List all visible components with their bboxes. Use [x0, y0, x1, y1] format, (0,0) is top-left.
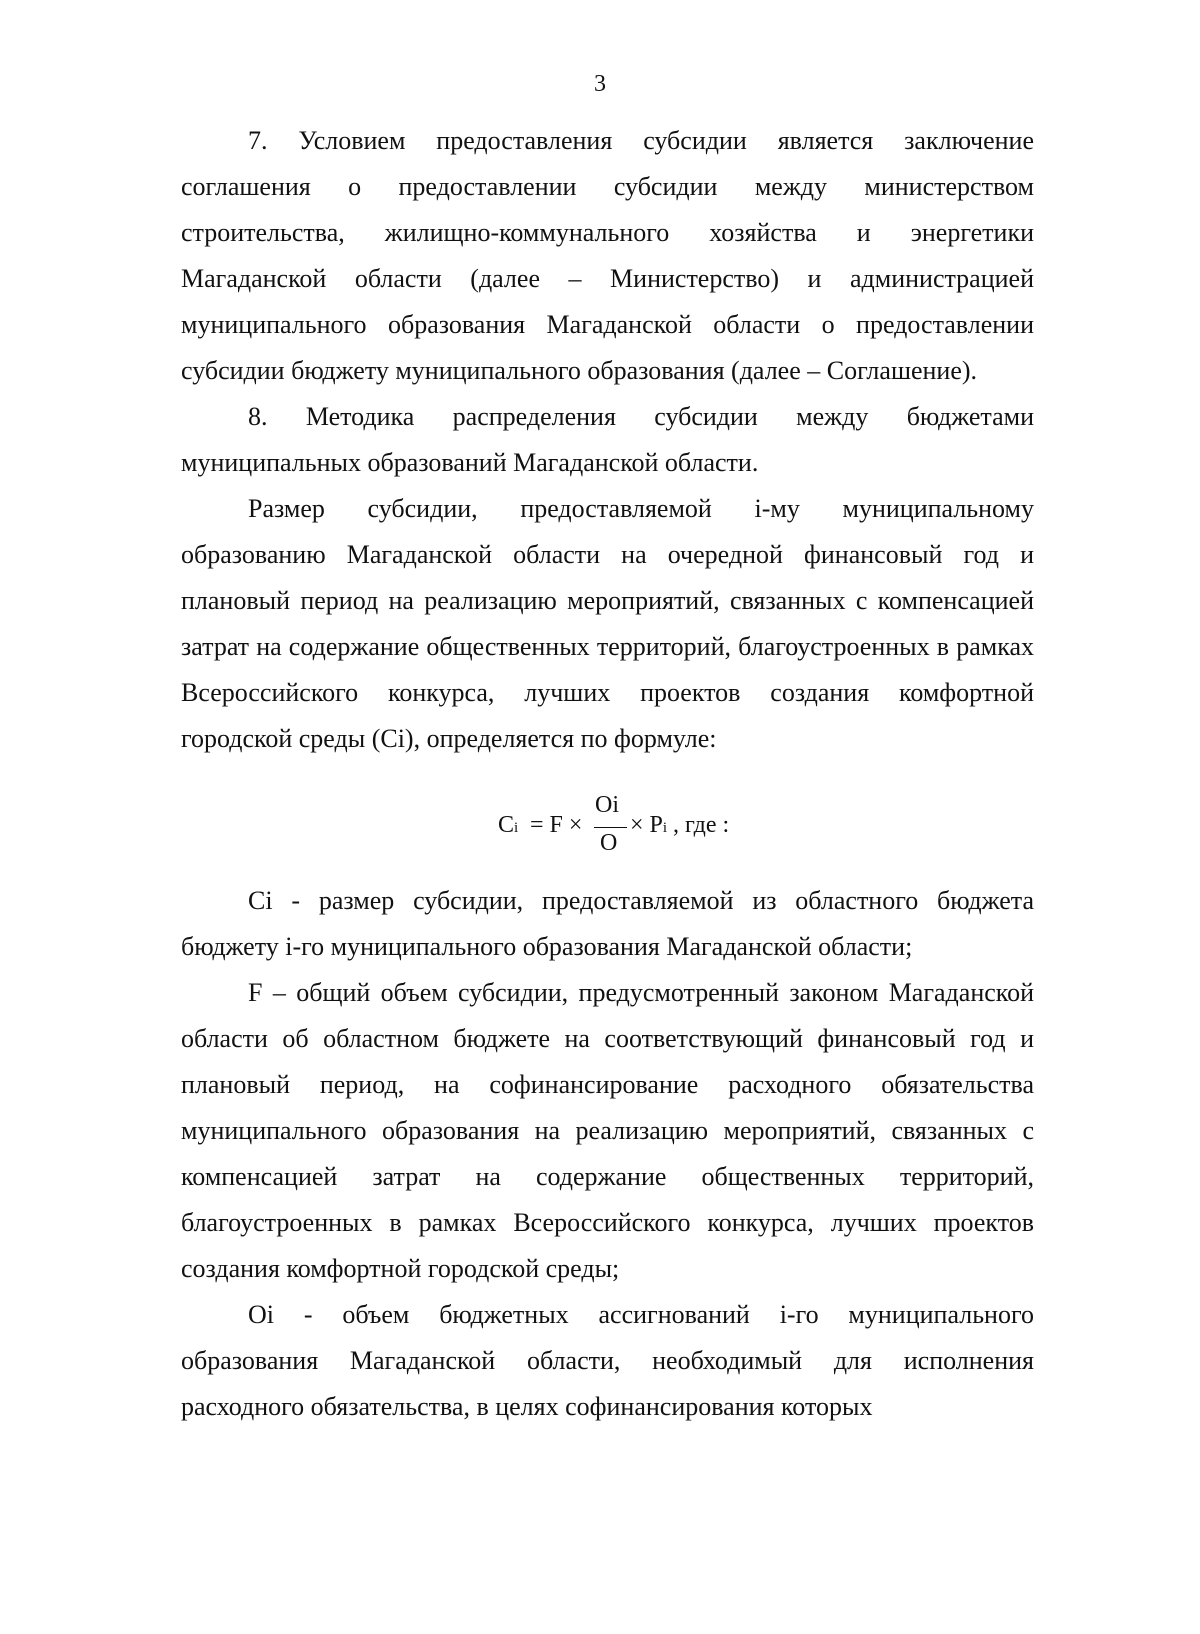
definition-oi: Oi - объем бюджетных ассигнований i-го муниципального образования Магаданской области, необходимый для исполнения расходного обязательства, в целях софинансирования которых: [181, 1300, 1034, 1421]
formula-lhs: Ci: [498, 812, 519, 838]
definition-ci: Ci - размер субсидии, предоставляемой из областного бюджета бюджету i-го муниципального образования Магаданской области;: [181, 886, 1034, 961]
page-number: 3: [594, 71, 606, 97]
formula-times-p: × Pi: [630, 812, 668, 838]
formula-p-subscript: i: [662, 820, 668, 836]
text-block-lower: [181, 878, 1034, 1430]
text-block-upper: [181, 118, 1034, 762]
formula-denominator: O: [600, 830, 618, 856]
fraction-bar: [594, 827, 627, 828]
subsidy-formula: [498, 790, 758, 860]
paragraph-item-7: 7. Условием предоставления субсидии является заключение соглашения о предоставлении субсидии между министерством строительства, жилищно-коммунального хозяйства и энергетики Магаданской области (далее – Министерство) и администрацией муниципального образования Магаданской области о предоставлении субсидии бюджету муниципального образования (далее – Соглашение).: [181, 126, 1034, 385]
definition-f: F – общий объем субсидии, предусмотренный законом Магаданской области об областном бюджете на соответствующий финансовый год и плановый период, на софинансирование расходного обязательства муниципального образования на реализацию мероприятий, связанных с компенсацией затрат на содержание общественных территорий, благоустроенных в рамках Всероссийского конкурса, лучших проектов создания комфортной городской среды;: [181, 978, 1034, 1283]
paragraph-item-8: 8. Методика распределения субсидии между бюджетами муниципальных образований Магаданской области.: [181, 402, 1034, 477]
formula-lhs-subscript: i: [514, 820, 519, 836]
formula-suffix: , где :: [673, 812, 730, 838]
paragraph-subsidy-size: Размер субсидии, предоставляемой i-му муниципальному образованию Магаданской области на очередной финансовый год и плановый период на реализацию мероприятий, связанных с компенсацией затрат на содержание общественных территорий, благоустроенных в рамках Всероссийского конкурса, лучших проектов создания комфортной городской среды (Ci), определяется по формуле:: [181, 494, 1034, 753]
formula-f-times: = F ×: [530, 812, 583, 838]
formula-numerator: Oi: [595, 792, 619, 818]
